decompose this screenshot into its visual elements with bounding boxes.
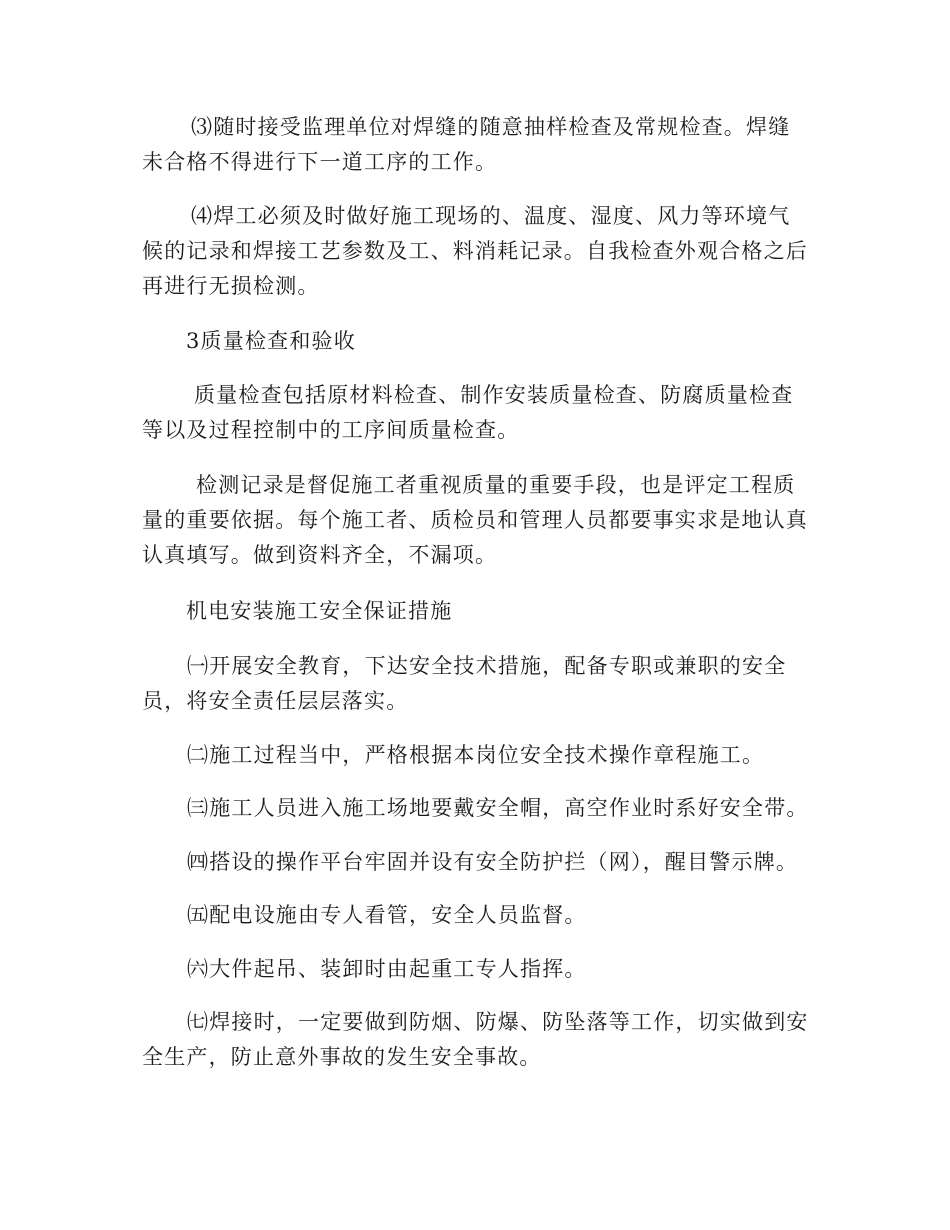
paragraph-safety-item-2: ㈡施工过程当中，严格根据本岗位安全技术操作章程施工。 <box>187 743 765 767</box>
section-heading-safety: 机电安装施工安全保证措施 <box>186 599 453 623</box>
section-heading-quality: 3质量检查和验收 <box>186 329 356 353</box>
paragraph-quality-inspection: 质量检查包括原材料检查、制作安装质量检查、防腐质量检查等以及过程控制中的工序间质量检查。 <box>142 383 794 442</box>
paragraph-safety-item-7: ㈦焊接时，一定要做到防烟、防爆、防坠落等工作，切实做到安全生产，防止意外事故的发生安全事故。 <box>142 1010 809 1069</box>
paragraph-welder-records: ⑷焊工必须及时做好施工现场的、温度、湿度、风力等环境气候的记录和焊接工艺参数及工、料消耗记录。自我检查外观合格之后再进行无损检测。 <box>142 204 808 298</box>
paragraph-safety-item-6: ㈥大件起吊、装卸时由起重工专人指挥。 <box>187 957 587 981</box>
paragraph-weld-inspection: ⑶随时接受监理单位对焊缝的随意抽样检查及常规检查。焊缝未合格不得进行下一道工序的工作。 <box>142 115 791 174</box>
paragraph-safety-item-5: ㈤配电设施由专人看管，安全人员监督。 <box>187 903 587 927</box>
paragraph-safety-item-1: ㈠开展安全教育，下达安全技术措施，配备专职或兼职的安全员，将安全责任层层落实。 <box>142 654 787 713</box>
paragraph-safety-item-3: ㈢施工人员进入施工场地要戴安全帽，高空作业时系好安全带。 <box>187 796 809 820</box>
paragraph-inspection-records: 检测记录是督促施工者重视质量的重要手段，也是评定工程质量的重要依据。每个施工者、质检员和管理人员都要事实求是地认真认真填写。做到资料齐全，不漏项。 <box>142 473 808 567</box>
paragraph-safety-item-4: ㈣搭设的操作平台牢固并设有安全防护拦（网），醒目警示牌。 <box>187 850 799 874</box>
